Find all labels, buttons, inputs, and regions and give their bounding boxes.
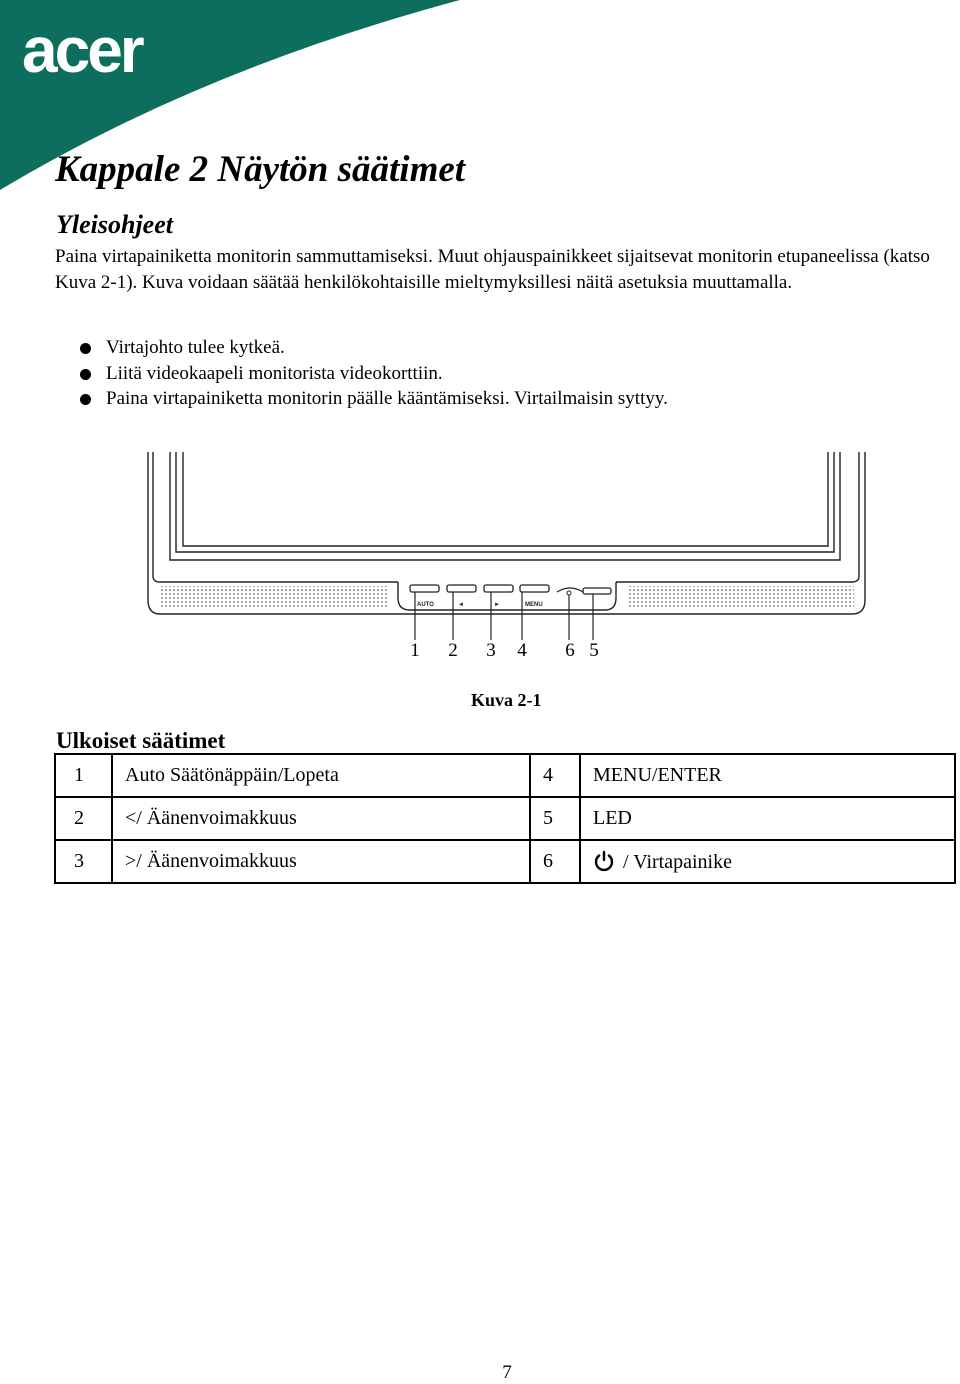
table-row	[55, 840, 955, 883]
table-row	[55, 797, 955, 840]
monitor-front-panel-illustration	[140, 450, 870, 670]
controls-table	[54, 753, 956, 884]
table-cell-power	[580, 840, 955, 883]
table-cell-number: 3	[55, 840, 112, 883]
right-button-shape	[484, 585, 513, 592]
chapter-title: Kappale 2 Näytön säätimet	[55, 149, 466, 190]
intro-paragraph: Paina virtapainiketta monitorin sammuttamiseksi. Muut ohjauspainikkeet sijaitsevat monitorin etupaneelissa (katso Kuva 2-1). Kuva voidaan säätää henkilökohtaisille mieltymyksillesi näitä asetuksia muuttamalla.	[55, 246, 930, 293]
power-icon	[593, 850, 615, 872]
table-cell-label: Auto Säätönäppäin/Lopeta	[112, 754, 530, 797]
bullet-item: Virtajohto tulee kytkeä.	[80, 335, 668, 361]
auto-button-label: AUTO	[417, 602, 434, 608]
left-speaker-grille	[160, 586, 387, 608]
table-cell-label: LED	[580, 797, 955, 840]
table-cell-label: </ Äänenvoimakkuus	[112, 797, 530, 840]
bullet-dot-icon	[80, 343, 91, 354]
bullet-item: Paina virtapainiketta monitorin päälle kääntämiseksi. Virtailmaisin syttyy.	[80, 386, 668, 412]
callout-5: 5	[589, 640, 599, 661]
bullet-dot-icon	[80, 394, 91, 405]
table-cell-number: 1	[55, 754, 112, 797]
page-number: 7	[502, 1362, 512, 1383]
callout-2: 2	[448, 640, 458, 661]
power-button-label: / Virtapainike	[623, 850, 732, 873]
callout-4: 4	[517, 640, 527, 661]
table-cell-label: >/ Äänenvoimakkuus	[112, 840, 530, 883]
bullet-dot-icon	[80, 369, 91, 380]
table-cell-number: 4	[530, 754, 580, 797]
controls-title: Ulkoiset säätimet	[56, 728, 226, 753]
table-cell-label: MENU/ENTER	[580, 754, 955, 797]
right-button-label: ►	[494, 602, 500, 608]
table-row	[55, 754, 955, 797]
left-button-label: ◄	[458, 602, 464, 608]
right-speaker-grille	[627, 586, 854, 608]
callout-3: 3	[486, 640, 496, 661]
table-cell-number: 5	[530, 797, 580, 840]
menu-button-label: MENU	[525, 602, 543, 608]
table-cell-number: 2	[55, 797, 112, 840]
figure-caption: Kuva 2-1	[471, 690, 542, 710]
power-button-shape	[583, 588, 611, 594]
left-button-shape	[447, 585, 476, 592]
auto-button-shape	[410, 585, 439, 592]
bullet-list	[80, 335, 668, 412]
section-title: Yleisohjeet	[56, 210, 173, 239]
callout-1: 1	[410, 640, 420, 661]
bullet-item: Liitä videokaapeli monitorista videokorttiin.	[80, 361, 668, 387]
table-cell-number: 6	[530, 840, 580, 883]
acer-logo: acer	[22, 14, 142, 86]
callout-6: 6	[565, 640, 575, 661]
menu-button-shape	[520, 585, 549, 592]
